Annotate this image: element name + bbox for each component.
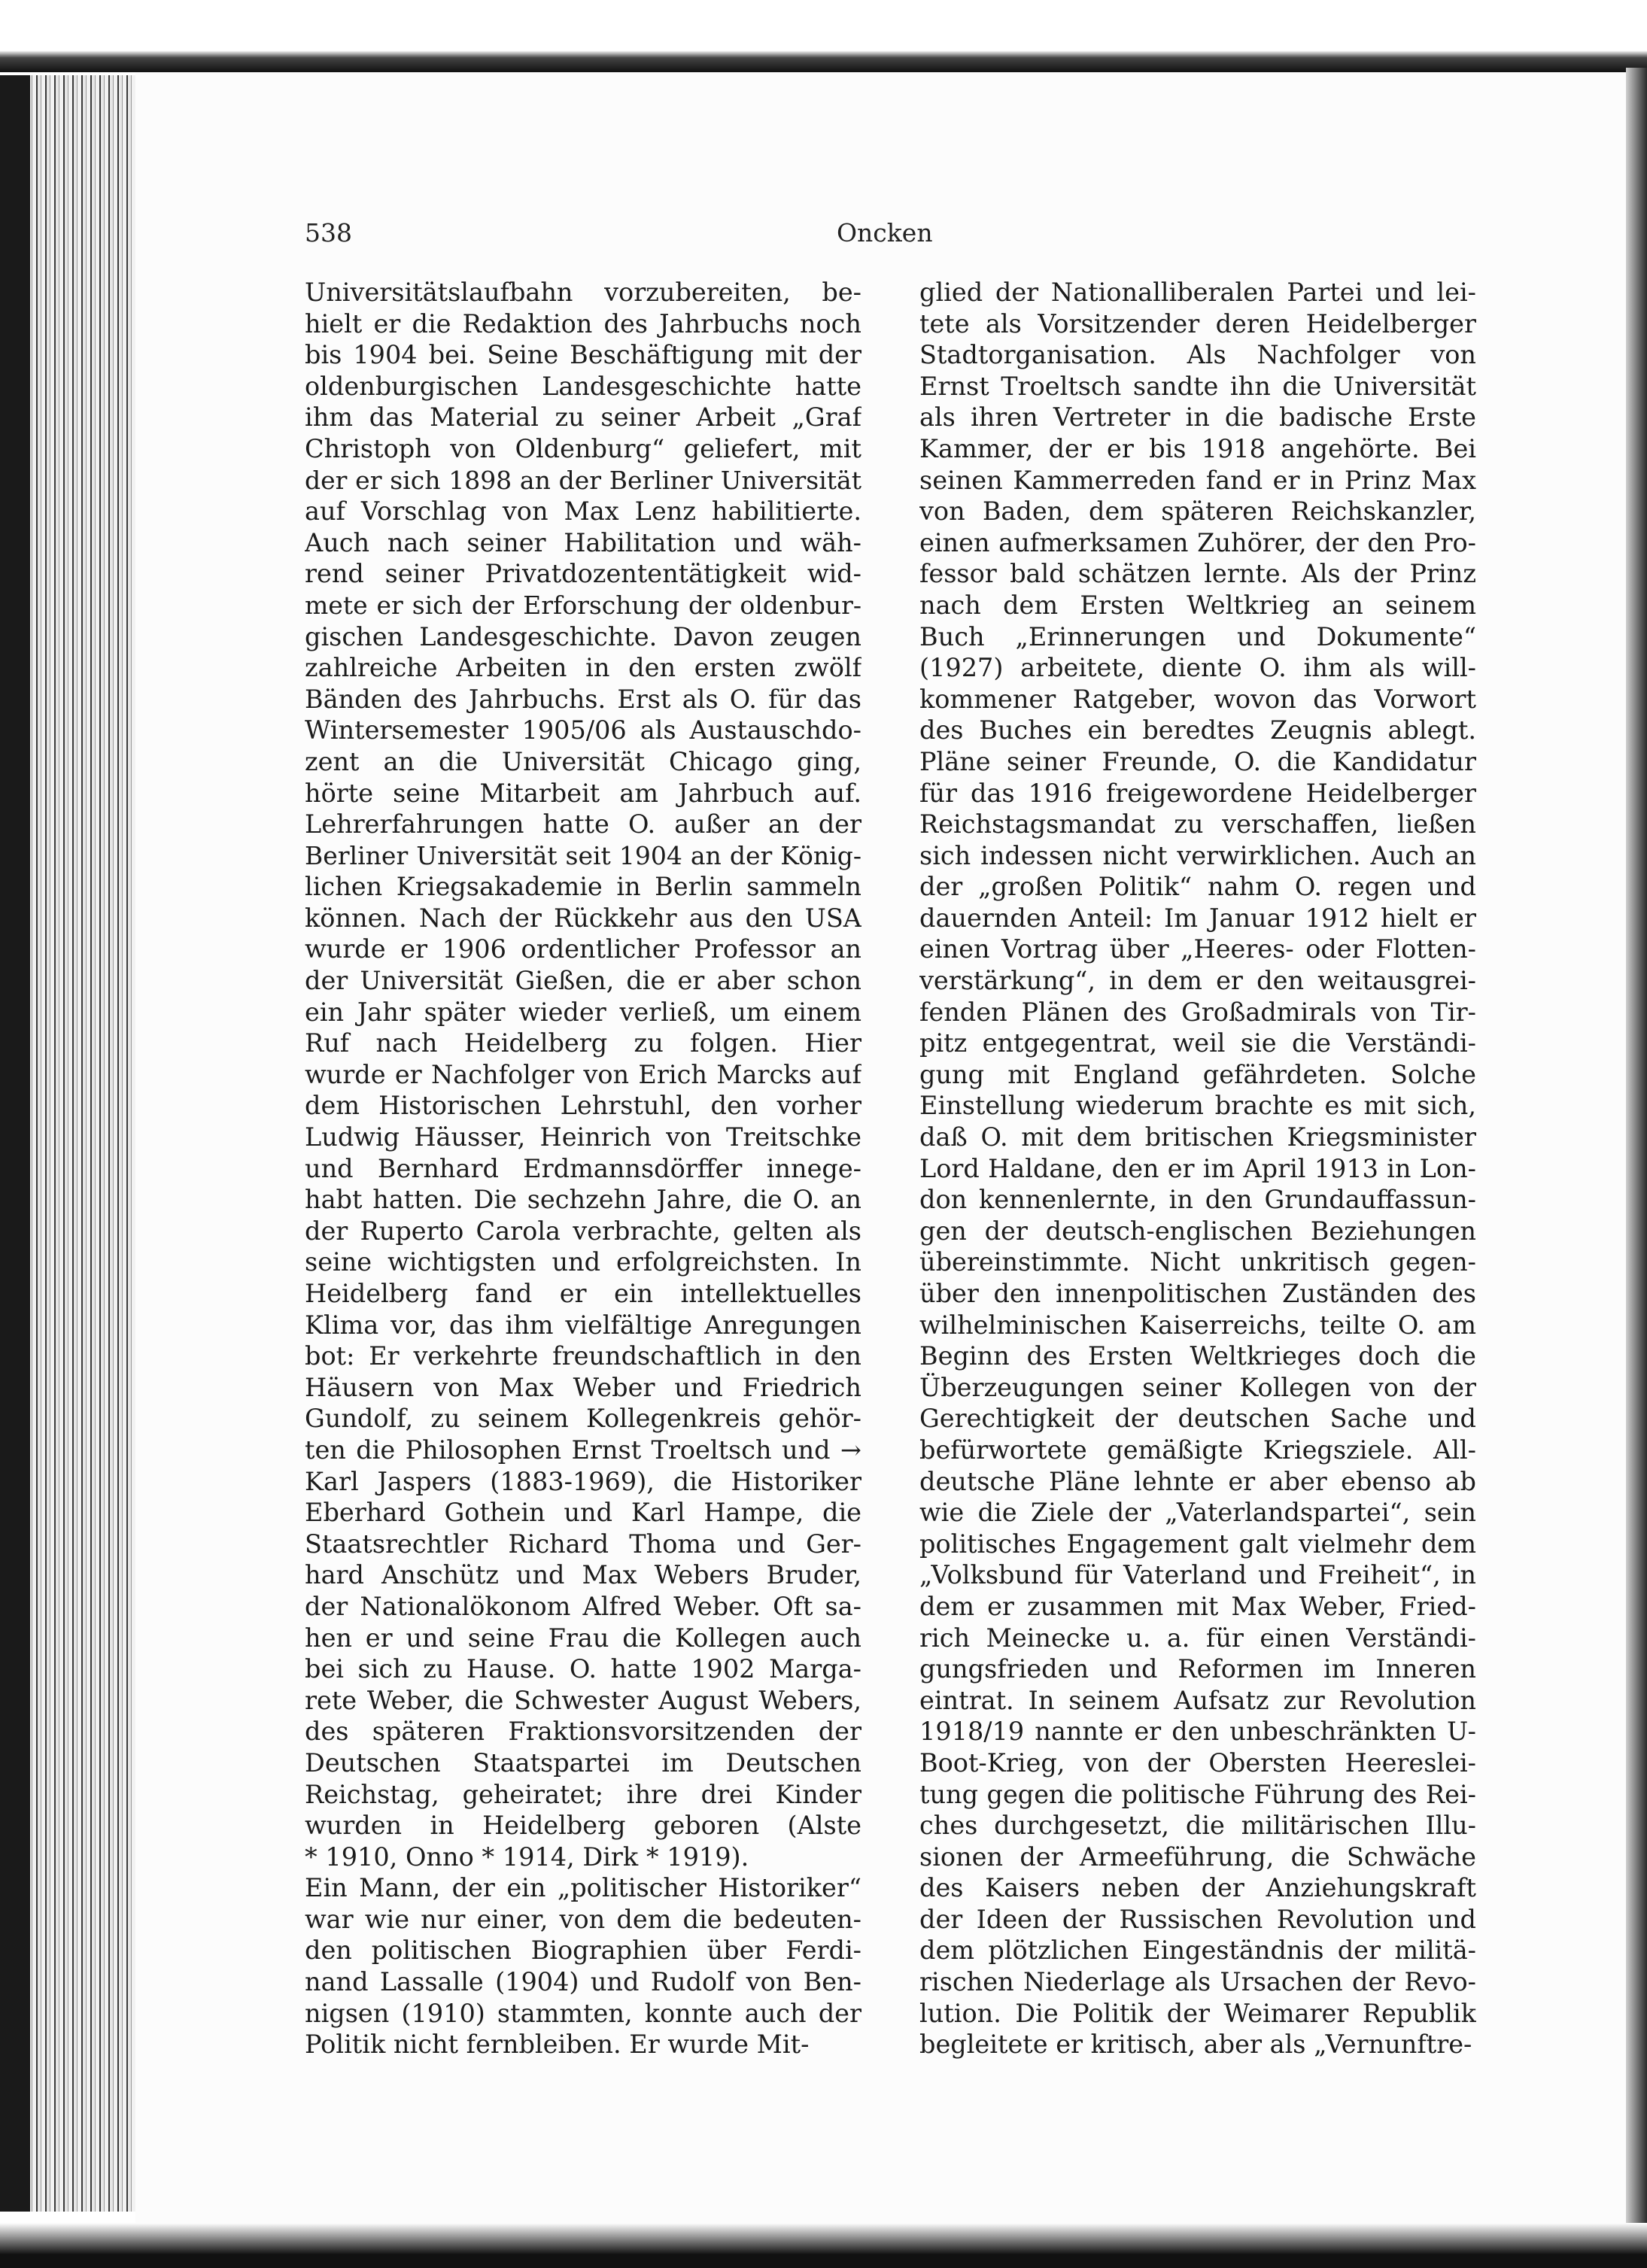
text-line: politisches Engagement galt vielmehr dem — [919, 1529, 1476, 1559]
text-line: ein Jahr später wieder verließ, um einem — [305, 997, 861, 1027]
text-line: zahlreiche Arbeiten in den ersten zwölf — [305, 653, 861, 683]
text-column-left — [305, 277, 861, 2060]
text-line: bei sich zu Hause. O. hatte 1902 Marga- — [305, 1654, 861, 1684]
text-line: tung gegen die politische Führung des Rei- — [919, 1779, 1476, 1809]
book-page-edges — [0, 75, 135, 2212]
text-line: Gundolf, zu seinem Kollegenkreis gehör- — [305, 1404, 861, 1434]
text-line: der er sich 1898 an der Berliner Universität — [305, 465, 861, 495]
text-line: Beginn des Ersten Weltkrieges doch die — [919, 1341, 1476, 1371]
text-line: glied der Nationalliberalen Partei und lei- — [919, 278, 1476, 307]
text-line: rend seiner Privatdozententätigkeit wid- — [305, 559, 861, 589]
text-line: wurden in Heidelberg geboren (Alste — [305, 1811, 861, 1841]
text-line: des späteren Fraktionsvorsitzenden der — [305, 1717, 861, 1747]
text-column-right — [919, 277, 1476, 2060]
text-line: Einstellung wiederum brachte es mit sich, — [919, 1091, 1476, 1121]
text-line: Ludwig Häusser, Heinrich von Treitschke — [305, 1122, 861, 1152]
text-line: habt hatten. Die sechzehn Jahre, die O. an — [305, 1185, 861, 1215]
text-line: Heidelberg fand er ein intellektuelles — [305, 1279, 861, 1308]
text-line: 1918/19 nannte er den unbeschränkten U- — [919, 1717, 1476, 1747]
text-line: Pläne seiner Freunde, O. die Kandidatur — [919, 746, 1476, 776]
text-line: einen aufmerksamen Zuhörer, der den Pro- — [919, 527, 1476, 557]
text-line: zent an die Universität Chicago ging, — [305, 746, 861, 776]
text-line: auf Vorschlag von Max Lenz habilitierte. — [305, 496, 861, 527]
text-line: rischen Niederlage als Ursachen der Revo- — [919, 1967, 1476, 1997]
text-line: als ihren Vertreter in die badische Erste — [919, 402, 1476, 433]
text-line: Boot-Krieg, von der Obersten Heereslei- — [919, 1747, 1476, 1778]
text-line: Reichstagsmandat zu verschaffen, ließen — [919, 809, 1476, 839]
text-line: kommener Ratgeber, wovon das Vorwort — [919, 684, 1476, 714]
text-line: mete er sich der Erforschung der oldenbur- — [305, 590, 861, 620]
text-line: Bänden des Jahrbuchs. Erst als O. für das — [305, 684, 861, 714]
text-line: der Universität Gießen, die er aber schon — [305, 966, 861, 996]
text-line: wilhelminischen Kaiserreichs, teilte O. am — [919, 1310, 1476, 1340]
text-line: den politischen Biographien über Ferdi- — [305, 1936, 861, 1966]
text-line: rete Weber, die Schwester August Webers, — [305, 1685, 861, 1715]
text-line: Universitätslaufbahn vorzubereiten, be- — [305, 278, 861, 307]
text-line: Auch nach seiner Habilitation und wäh- — [305, 527, 861, 557]
text-line: wurde er Nachfolger von Erich Marcks auf — [305, 1059, 861, 1089]
text-line: von Baden, dem späteren Reichskanzler, — [919, 496, 1476, 527]
text-line: der Ideen der Russischen Revolution und — [919, 1904, 1476, 1934]
text-line: dem Historischen Lehrstuhl, den vorher — [305, 1091, 861, 1121]
text-line: sich indessen nicht verwirklichen. Auch an — [919, 840, 1476, 870]
book-right-edge — [1626, 68, 1647, 2227]
text-line: Eberhard Gothein und Karl Hampe, die — [305, 1498, 861, 1528]
text-line: Überzeugungen seiner Kollegen von der — [919, 1372, 1476, 1402]
text-line: ten die Philosophen Ernst Troeltsch und → — [305, 1435, 861, 1465]
text-line: sionen der Armeeführung, die Schwäche — [919, 1841, 1476, 1872]
text-line: Stadtorganisation. Als Nachfolger von — [919, 340, 1476, 370]
text-line: Klima vor, das ihm vielfältige Anregungen — [305, 1310, 861, 1340]
text-line: wurde er 1906 ordentlicher Professor an — [305, 934, 861, 964]
text-line: begleitete er kritisch, aber als „Vernunftre- — [919, 2030, 1472, 2060]
text-line: über den innenpolitischen Zuständen des — [919, 1279, 1476, 1308]
text-line: Ruf nach Heidelberg zu folgen. Hier — [305, 1028, 861, 1058]
text-line: übereinstimmte. Nicht unkritisch gegen- — [919, 1247, 1476, 1277]
text-line: der Ruperto Carola verbrachte, gelten als — [305, 1216, 861, 1246]
text-line: hen er und seine Frau die Kollegen auch — [305, 1623, 861, 1653]
text-line: bot: Er verkehrte freundschaftlich in den — [305, 1341, 861, 1371]
text-line: (1927) arbeitete, diente O. ihm als will- — [919, 653, 1476, 683]
text-line: pitz entgegentrat, weil sie die Verständi- — [919, 1028, 1476, 1058]
text-line: gungsfrieden und Reformen im Inneren — [919, 1654, 1476, 1684]
text-line: seinen Kammerreden fand er in Prinz Max — [919, 465, 1476, 495]
text-line: Politik nicht fernbleiben. Er wurde Mit- — [305, 2030, 810, 2060]
text-line: hörte seine Mitarbeit am Jahrbuch auf. — [305, 778, 861, 808]
text-line: nach dem Ersten Weltkrieg an seinem — [919, 590, 1476, 620]
text-line: tete als Vorsitzender deren Heidelberger — [919, 308, 1476, 339]
text-line: eintrat. In seinem Aufsatz zur Revolution — [919, 1685, 1476, 1715]
text-line: Reichstag, geheiratet; ihre drei Kinder — [305, 1779, 861, 1809]
text-line: rich Meinecke u. a. für einen Verständi- — [919, 1623, 1476, 1653]
text-line: Karl Jaspers (1883-1969), die Historiker — [305, 1466, 861, 1496]
text-line: einen Vortrag über „Heeres- oder Flotten- — [919, 934, 1476, 964]
text-line: war wie nur einer, von dem die bedeuten- — [305, 1904, 861, 1934]
text-line: können. Nach der Rückkehr aus den USA — [305, 903, 861, 933]
text-line: des Buches ein beredtes Zeugnis ablegt. — [919, 715, 1476, 745]
text-line: befürwortete gemäßigte Kriegsziele. All- — [919, 1435, 1476, 1465]
text-line: dem er zusammen mit Max Weber, Fried- — [919, 1591, 1476, 1621]
text-line: daß O. mit dem britischen Kriegsminister — [919, 1122, 1476, 1152]
text-line: Deutschen Staatspartei im Deutschen — [305, 1747, 861, 1778]
text-line: Ernst Troeltsch sandte ihn die Universität — [919, 371, 1476, 401]
text-line: seine wichtigsten und erfolgreichsten. In — [305, 1247, 861, 1277]
text-line: wie die Ziele der „Vaterlandspartei“, sein — [919, 1498, 1476, 1528]
text-line: Lehrerfahrungen hatte O. außer an der — [305, 809, 861, 839]
text-line: und Bernhard Erdmannsdörffer innege- — [305, 1153, 861, 1183]
text-line: oldenburgischen Landesgeschichte hatte — [305, 371, 861, 401]
text-line: „Volksbund für Vaterland und Freiheit“, in — [919, 1560, 1476, 1590]
text-line: Buch „Erinnerungen und Dokumente“ — [919, 621, 1476, 651]
running-head-title: Oncken — [837, 218, 933, 247]
text-line: Wintersemester 1905/06 als Austauschdo- — [305, 715, 861, 745]
text-line: don kennenlernte, in den Grundauffassun- — [919, 1185, 1476, 1215]
text-line: gischen Landesgeschichte. Davon zeugen — [305, 621, 861, 651]
text-line: Gerechtigkeit der deutschen Sache und — [919, 1404, 1476, 1434]
text-line: fenden Plänen des Großadmirals von Tir- — [919, 997, 1476, 1027]
text-line: hard Anschütz und Max Webers Bruder, — [305, 1560, 861, 1590]
text-line: fessor bald schätzen lernte. Als der Prinz — [919, 559, 1476, 589]
text-line: für das 1916 freigewordene Heidelberger — [919, 778, 1476, 808]
page-number: 538 — [305, 218, 352, 247]
text-line: Kammer, der er bis 1918 angehörte. Bei — [919, 433, 1476, 463]
text-line: dauernden Anteil: Im Januar 1912 hielt er — [919, 903, 1476, 933]
text-line: dem plötzlichen Eingeständnis der militä- — [919, 1936, 1476, 1966]
text-line: Berliner Universität seit 1904 an der König- — [305, 840, 861, 870]
text-line: ihm das Material zu seiner Arbeit „Graf — [305, 402, 861, 433]
text-line: Staatsrechtler Richard Thoma und Ger- — [305, 1529, 861, 1559]
text-line: Lord Haldane, den er im April 1913 in Lon- — [919, 1153, 1476, 1183]
text-line: deutsche Pläne lehnte er aber ebenso ab — [919, 1466, 1476, 1496]
text-line: Christoph von Oldenburg“ geliefert, mit — [305, 433, 861, 463]
text-line: lution. Die Politik der Weimarer Republik — [919, 1998, 1476, 2028]
running-head — [0, 218, 1647, 256]
text-line: bis 1904 bei. Seine Beschäftigung mit der — [305, 340, 861, 370]
text-line: nand Lassalle (1904) und Rudolf von Ben- — [305, 1967, 861, 1997]
text-line: Ein Mann, der ein „politischer Historiker“ — [305, 1873, 861, 1903]
text-line: * 1910, Onno * 1914, Dirk * 1919). — [305, 1841, 749, 1872]
text-line: gen der deutsch-englischen Beziehungen — [919, 1216, 1476, 1246]
text-line: nigsen (1910) stammten, konnte auch der — [305, 1998, 861, 2028]
text-line: hielt er die Redaktion des Jahrbuchs noch — [305, 308, 861, 339]
text-line: der Nationalökonom Alfred Weber. Oft sa- — [305, 1591, 861, 1621]
text-line: der „großen Politik“ nahm O. regen und — [919, 872, 1476, 902]
text-line: Häusern von Max Weber und Friedrich — [305, 1372, 861, 1402]
text-line: lichen Kriegsakademie in Berlin sammeln — [305, 872, 861, 902]
book-top-edge — [0, 0, 1647, 72]
text-line: verstärkung“, in dem er den weitausgrei- — [919, 966, 1476, 996]
text-line: gung mit England gefährdeten. Solche — [919, 1059, 1476, 1089]
text-line: des Kaisers neben der Anziehungskraft — [919, 1873, 1476, 1903]
book-bottom-edge — [0, 2223, 1647, 2268]
text-line: ches durchgesetzt, die militärischen Illu- — [919, 1811, 1476, 1841]
